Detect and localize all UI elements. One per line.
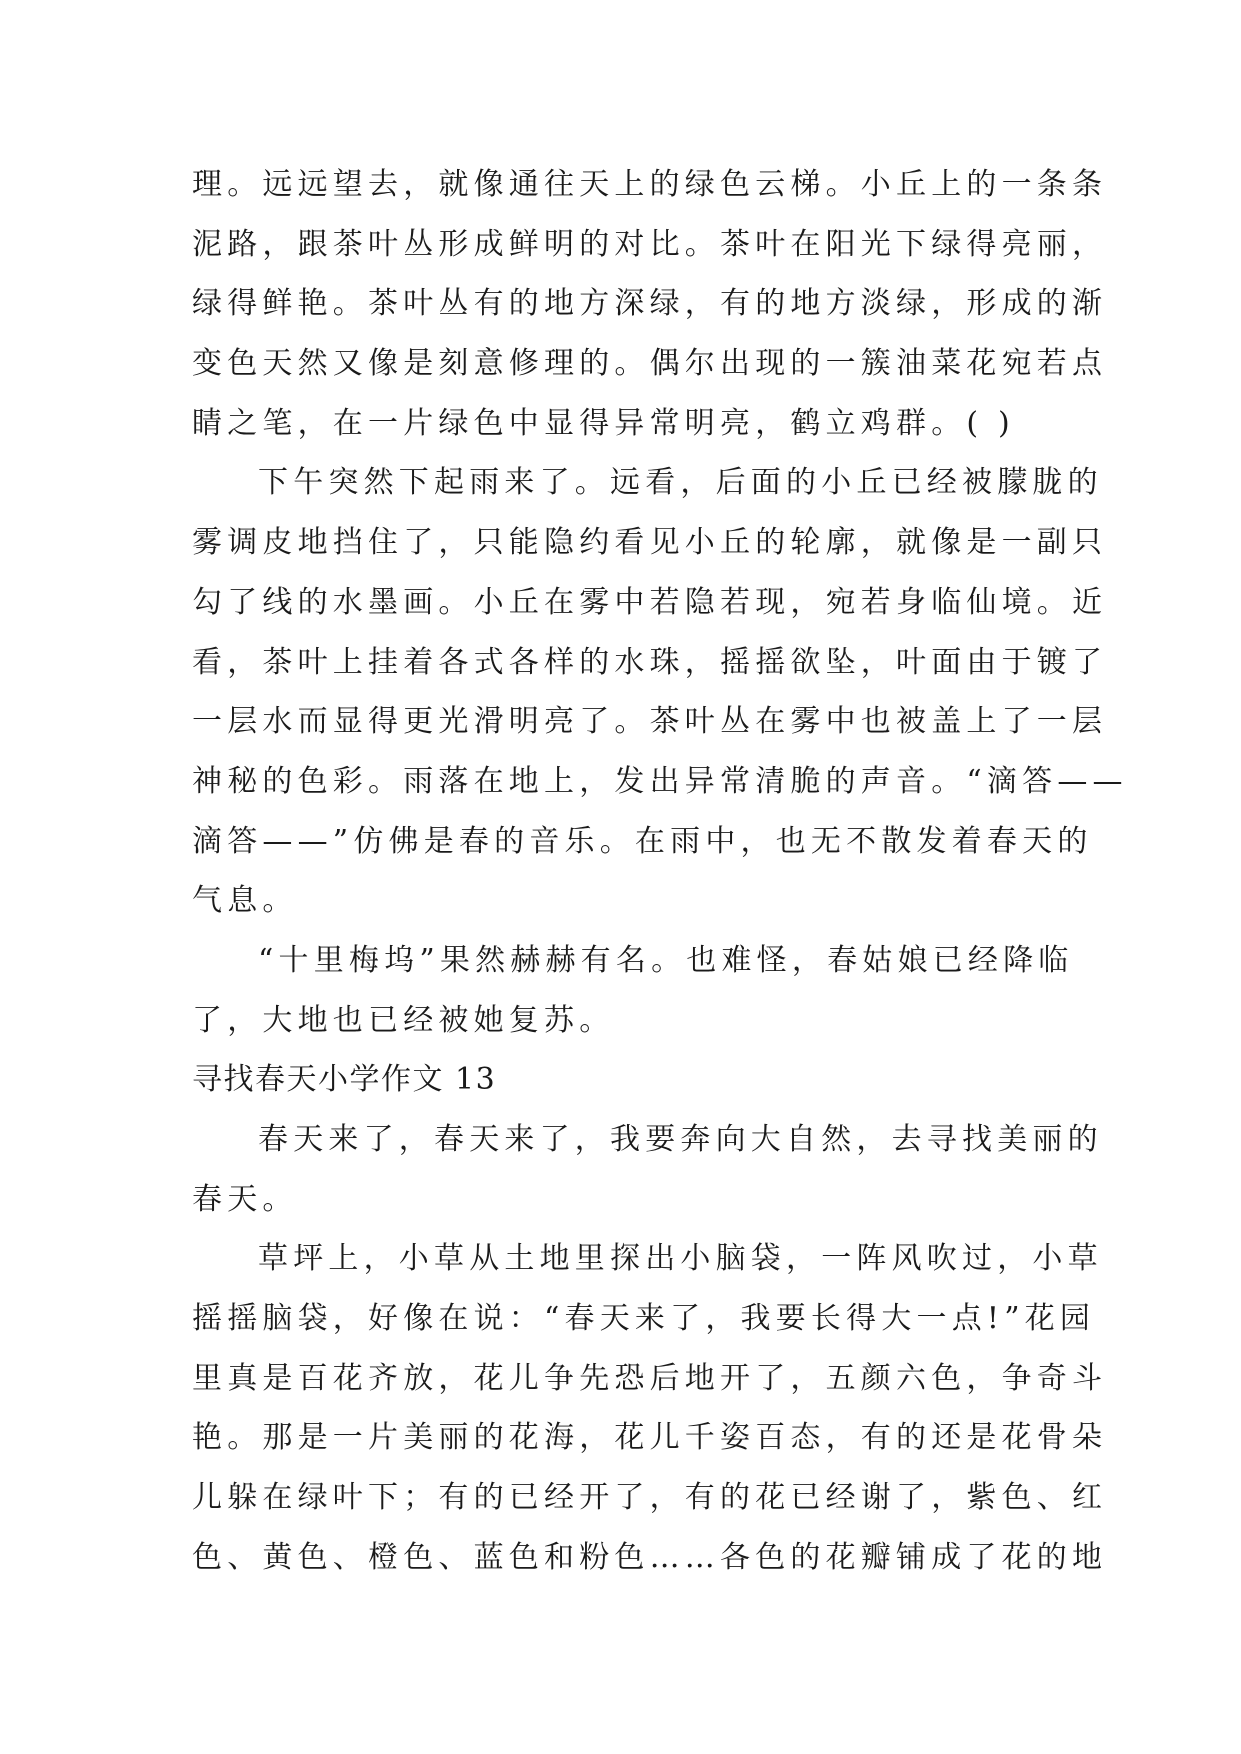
paragraph-first-line: 草坪上，小草从土地里探出小脑袋，一阵风吹过，小草 [258, 1241, 1103, 1277]
text-line: 勾了线的水墨画。小丘在雾中若隐若现，宛若身临仙境。近 [192, 584, 1108, 620]
paragraph-first-line: “十里梅坞”果然赫赫有名。也难怪，春姑娘已经降临 [258, 942, 1074, 978]
text-line: 绿得鲜艳。茶叶丛有的地方深绿，有的地方淡绿，形成的渐 [192, 286, 1108, 322]
text-line: 一层水而显得更光滑明亮了。茶叶丛在雾中也被盖上了一层 [192, 704, 1108, 740]
text-line: 色、黄色、橙色、蓝色和粉色……各色的花瓣铺成了花的地 [192, 1539, 1108, 1575]
text-line: 看，茶叶上挂着各式各样的水珠，摇摇欲坠，叶面由于镀了 [192, 644, 1108, 680]
text-line: 泥路，跟茶叶丛形成鲜明的对比。茶叶在阳光下绿得亮丽， [192, 226, 1108, 262]
text-line: 里真是百花齐放，花儿争先恐后地开了，五颜六色，争奇斗 [192, 1360, 1108, 1396]
text-line: 春天。 [192, 1181, 298, 1217]
text-line: 儿躲在绿叶下；有的已经开了，有的花已经谢了，紫色、红 [192, 1480, 1108, 1516]
paragraph-first-line: 春天来了，春天来了，我要奔向大自然，去寻找美丽的 [258, 1122, 1103, 1157]
text-line: 艳。那是一片美丽的花海，花儿千姿百态，有的还是花骨朵 [192, 1420, 1108, 1456]
text-line: 了，大地也已经被她复苏。 [192, 1002, 615, 1038]
text-line: 摇摇脑袋，好像在说：“春天来了，我要长得大一点!”花园 [192, 1301, 1096, 1337]
text-line: 雾调皮地挡住了，只能隐约看见小丘的轮廓，就像是一副只 [192, 525, 1108, 561]
paragraph-first-line: 下午突然下起雨来了。远看，后面的小丘已经被朦胧的 [258, 465, 1103, 501]
text-line: 理。远远望去，就像通往天上的绿色云梯。小丘上的一条条 [192, 167, 1108, 202]
section-heading: 寻找春天小学作文 13 [192, 1062, 497, 1098]
text-line: 滴答——”仿佛是春的音乐。在雨中，也无不散发着春天的 [192, 823, 1093, 859]
text-line: 睛之笔，在一片绿色中显得异常明亮，鹤立鸡群。( ) [192, 405, 1015, 441]
document-page [192, 155, 1128, 1588]
text-line: 气息。 [192, 883, 298, 919]
text-line: 神秘的色彩。雨落在地上，发出异常清脆的声音。“滴答—— [192, 763, 1128, 799]
text-line: 变色天然又像是刻意修理的。偶尔出现的一簇油菜花宛若点 [192, 346, 1108, 382]
